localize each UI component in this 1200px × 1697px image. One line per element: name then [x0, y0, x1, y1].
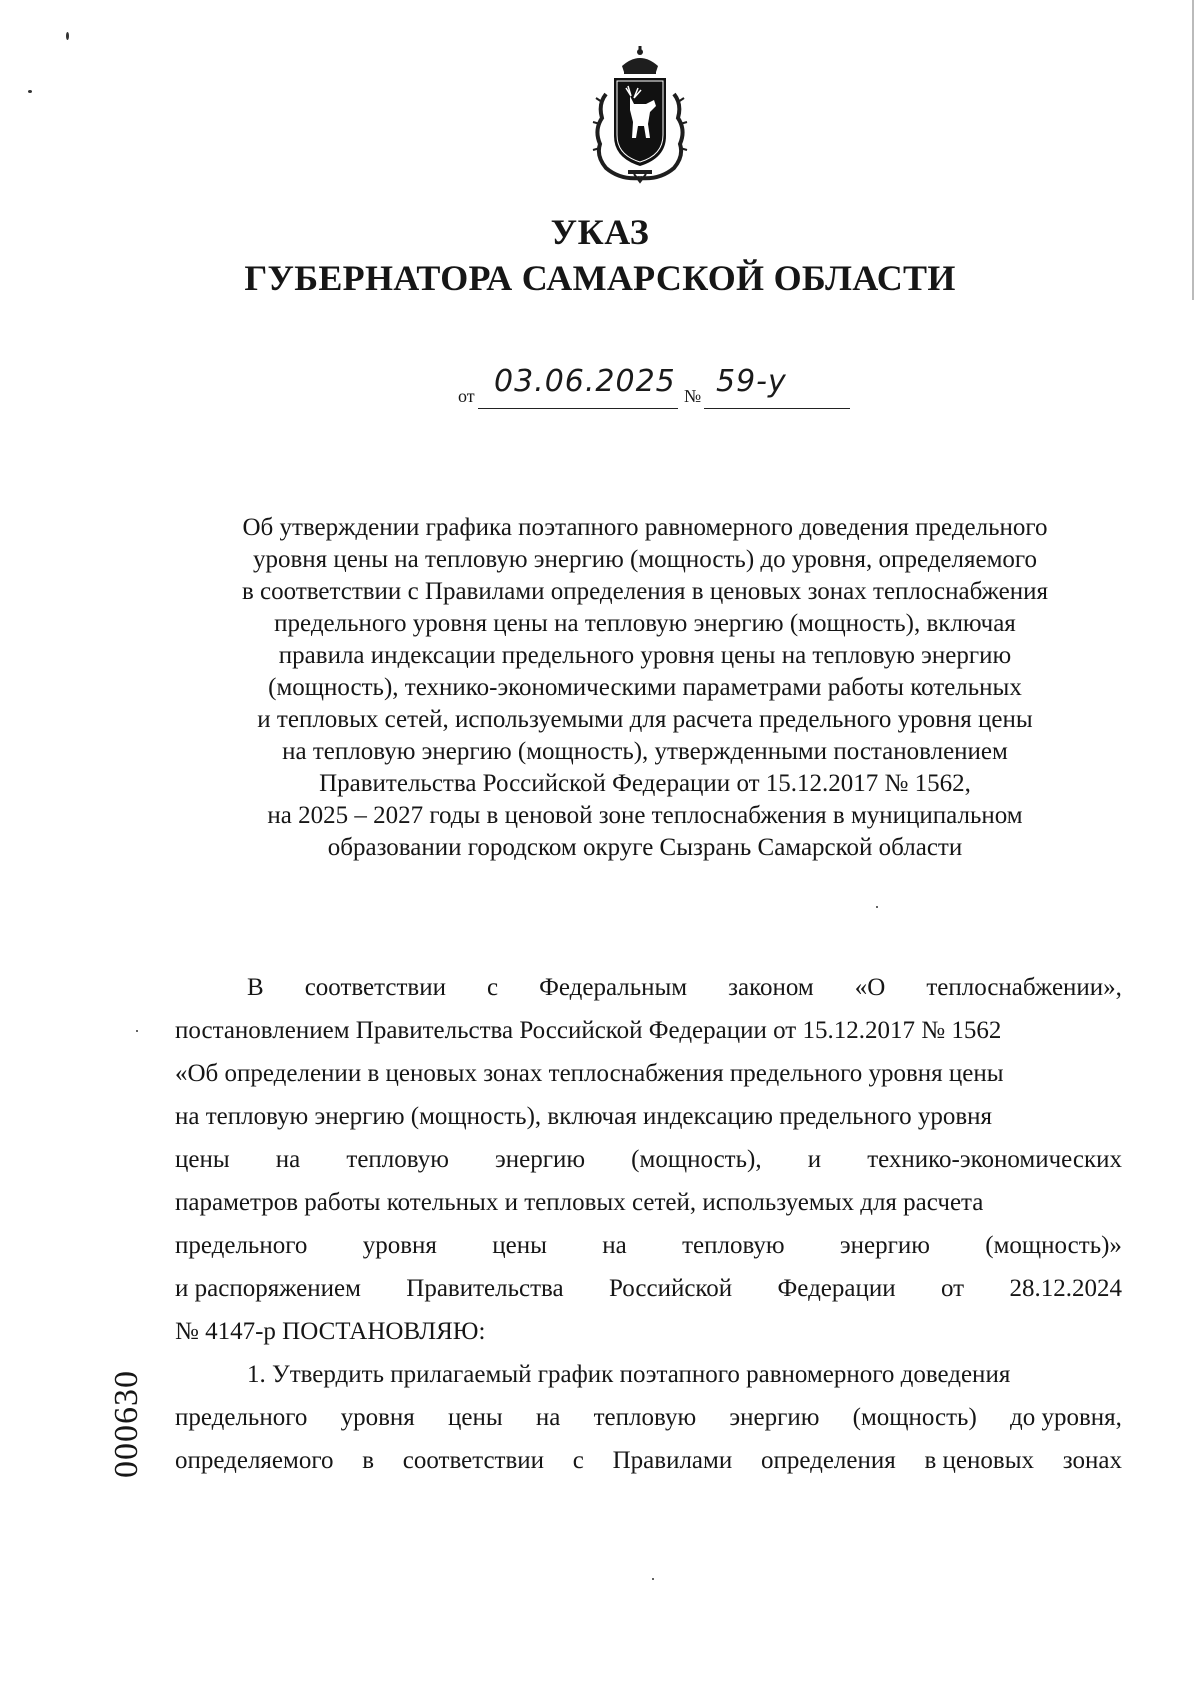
body-line: параметров работы котельных и тепловых сетей, используемых для расчета [175, 1189, 984, 1216]
number-underline [704, 408, 850, 409]
handwritten-date: 03.06.2025 [494, 364, 676, 399]
body-line: «Об определении в ценовых зонах теплоснабжения предельного уровня цены [175, 1060, 1004, 1087]
scan-edge-shadow [1192, 0, 1194, 300]
date-underline [478, 408, 678, 409]
date-label: от [458, 386, 475, 406]
body-line: определяемого в соответствии с Правилами определения в ценовых зонах [175, 1447, 1122, 1474]
scan-speck [876, 906, 878, 908]
number-label: № [684, 386, 702, 406]
subject-line: предельного уровня цены на тепловую энергию (мощность), включая [274, 610, 1016, 637]
page-serial-number: 000630 [108, 1370, 145, 1478]
scan-speck [652, 1578, 654, 1580]
subject-line: на 2025 – 2027 годы в ценовой зоне теплоснабжения в муниципальном [267, 802, 1023, 829]
decree-subject [160, 512, 1130, 864]
scan-speck [28, 90, 32, 93]
body-line: и распоряжением Правительства Российской Федерации от 28.12.2024 [175, 1275, 1122, 1302]
body-line: В соответствии с Федеральным законом «О теплоснабжении», [247, 974, 1122, 1001]
document-title: УКАЗ [550, 212, 650, 252]
document-issuer: ГУБЕРНАТОРА САМАРСКОЙ ОБЛАСТИ [244, 258, 956, 298]
body-line: цены на тепловую энергию (мощность), и технико-экономических [175, 1146, 1122, 1173]
subject-line: на тепловую энергию (мощность), утвержденными постановлением [282, 738, 1008, 765]
subject-line: (мощность), технико-экономическими параметрами работы котельных [268, 674, 1022, 701]
scan-speck [66, 32, 69, 40]
body-line: предельного уровня цены на тепловую энергию (мощность) до уровня, [175, 1404, 1122, 1431]
subject-line: правила индексации предельного уровня цены на тепловую энергию [278, 642, 1012, 669]
handwritten-number: 59-у [716, 364, 787, 399]
decree-body [175, 966, 1122, 1482]
subject-line: в соответствии с Правилами определения в ценовых зонах теплоснабжения [242, 578, 1048, 605]
body-line: № 4147-р ПОСТАНОВЛЯЮ: [175, 1318, 486, 1345]
body-line: постановлением Правительства Российской Федерации от 15.12.2017 № 1562 [175, 1017, 1002, 1044]
body-line: предельного уровня цены на тепловую энергию (мощность)» [175, 1232, 1122, 1259]
body-line: 1. Утвердить прилагаемый график поэтапного равномерного доведения [247, 1361, 1011, 1388]
body-line: на тепловую энергию (мощность), включая индексацию предельного уровня [175, 1103, 993, 1130]
subject-line: Правительства Российской Федерации от 15.12.2017 № 1562, [319, 770, 971, 797]
scan-speck [136, 1030, 138, 1032]
samara-region-coat-of-arms-icon [584, 44, 696, 184]
subject-line: и тепловых сетей, используемыми для расчета предельного уровня цены [257, 706, 1033, 733]
subject-line: образовании городском округе Сызрань Самарской области [327, 834, 963, 861]
subject-line: Об утверждении графика поэтапного равномерного доведения предельного [242, 514, 1048, 541]
subject-line: уровня цены на тепловую энергию (мощность) до уровня, определяемого [252, 546, 1038, 573]
